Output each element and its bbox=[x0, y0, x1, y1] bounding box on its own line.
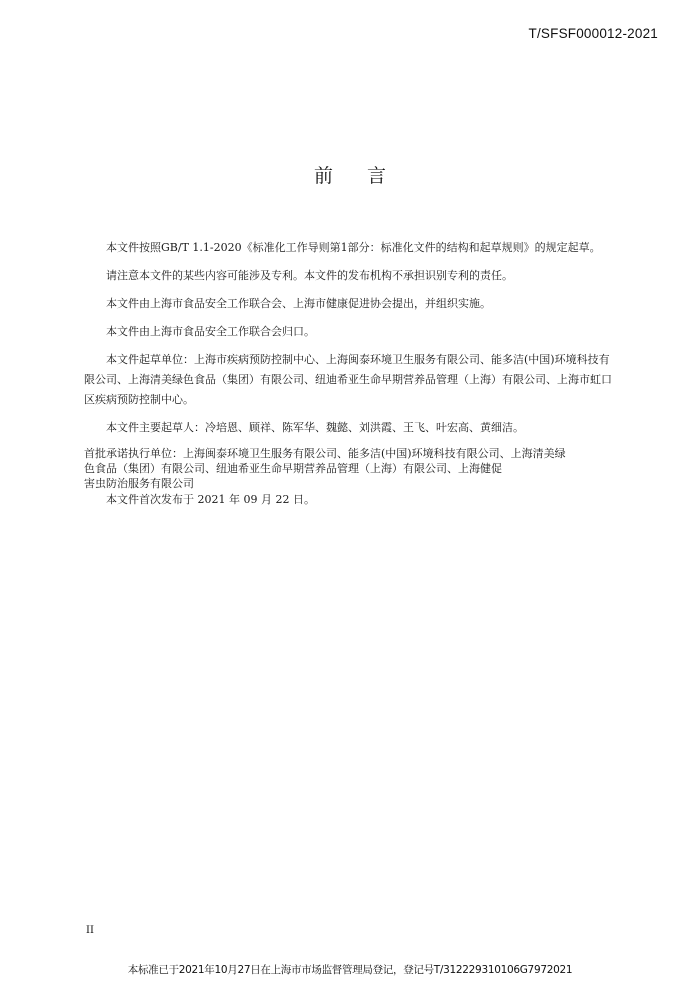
commitment-line-2: 色食品（集团）有限公司、纽迪希亚生命早期营养品管理（上海）有限公司、上海健促 bbox=[84, 462, 502, 475]
paragraph-drafting-units: 本文件起草单位：上海市疾病预防控制中心、上海闽泰环境卫生服务有限公司、能多洁(中国)环境科技有限公司、上海清美绿色食品（集团）有限公司、纽迪希亚生命早期营养品管理（上海）有限公司、上海市虹口区疾病预防控制中心。 bbox=[84, 353, 612, 406]
paragraph-centralized: 本文件由上海市食品安全工作联合会归口。 bbox=[106, 325, 315, 338]
paragraph-drafting-rules: 本文件按照GB/T 1.1-2020《标准化工作导则第1部分：标准化文件的结构和起草规则》的规定起草。 bbox=[106, 241, 601, 254]
paragraph-patent-notice: 请注意本文件的某些内容可能涉及专利。本文件的发布机构不承担识别专利的责任。 bbox=[106, 269, 513, 282]
paragraph-release-date: 本文件首次发布于 2021 年 09 月 22 日。 bbox=[106, 493, 315, 506]
paragraph-proposer: 本文件由上海市食品安全工作联合会、上海市健康促进协会提出，并组织实施。 bbox=[106, 297, 491, 310]
foreword-title: 前言 bbox=[313, 165, 420, 187]
page-number: II bbox=[86, 925, 94, 936]
foreword-body bbox=[84, 238, 618, 509]
commitment-line-1: 首批承诺执行单位：上海闽泰环境卫生服务有限公司、能多洁(中国)环境科技有限公司、上海清美绿 bbox=[84, 447, 566, 460]
commitment-line-3: 害虫防治服务有限公司 bbox=[84, 477, 194, 490]
document-number: T/SFSF000012-2021 bbox=[528, 26, 658, 41]
paragraph-main-drafters: 本文件主要起草人：冷培恩、顾祥、陈军华、魏懿、刘洪霞、王飞、叶宏高、黄细洁。 bbox=[106, 421, 524, 434]
registration-footer: 本标准已于2021年10月27日在上海市市场监督管理局登记，登记号T/312229310106G7972021 bbox=[127, 964, 573, 976]
